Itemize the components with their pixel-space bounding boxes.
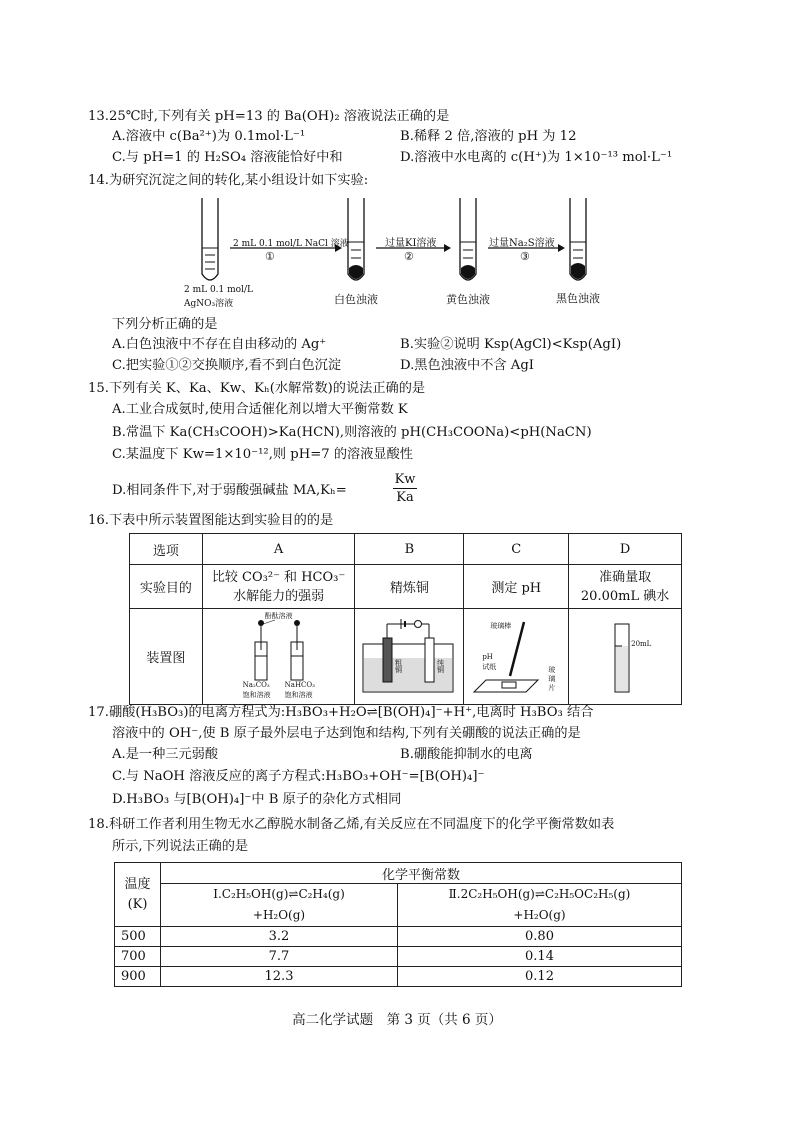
device-b [355, 609, 464, 705]
device-a [202, 609, 355, 705]
device-d-figure [569, 610, 679, 704]
q17-option-c: C.与 NaOH 溶液反应的离子方程式:H₃BO₃+OH⁻=[B(OH)₄]⁻ [112, 769, 485, 784]
purpose-c: 测定 pH [464, 565, 569, 609]
device-row [130, 609, 682, 705]
k2-cell: 0.12 [398, 967, 682, 987]
q14-option-c: C.把实验①②交换顺序,看不到白色沉淀 [112, 358, 342, 373]
arrow-3-number: ③ [520, 250, 530, 263]
q13-option-b: B.稀释 2 倍,溶液的 pH 为 12 [400, 129, 577, 144]
k1-cell: 7.7 [161, 947, 398, 967]
tube-1-label-line1: 2 mL 0.1 mol/L [184, 285, 253, 295]
fig-c-rod-label: 玻璃棒 [490, 622, 512, 630]
fig-c-paper-label-1: pH [482, 653, 493, 661]
q17-option-a: A.是一种三元弱酸 [112, 747, 219, 762]
device-c [464, 609, 569, 705]
q16-stem: 16.下表中所示装置图能达到实验目的的是 [88, 513, 334, 528]
fraction-numerator: Kw [394, 472, 416, 487]
device-b-figure [355, 610, 461, 704]
reaction-2-line1: Ⅱ.2C₂H₅OH(g)⇌C₂H₅OC₂H₅(g) [448, 887, 631, 901]
q17-option-d: D.H₃BO₃ 与[B(OH)₄]⁻中 B 原子的杂化方式相同 [112, 792, 402, 807]
q17-stem-line1: 17.硼酸(H₃BO₃)的电离方程式为:H₃BO₃+H₂O⇌[B(OH)₄]⁻+H⁺,电离时 H₃BO₃ 结合 [88, 705, 594, 720]
reaction-1-header [161, 884, 398, 927]
arrow-2-number: ② [404, 250, 414, 263]
group-header: 化学平衡常数 [161, 863, 682, 884]
fig-c-glass-label-1: 玻 [548, 666, 556, 674]
purpose-label: 实验目的 [130, 565, 203, 609]
q14-option-b: B.实验②说明 Ksp(AgCl)<Ksp(AgI) [400, 337, 622, 352]
device-label: 装置图 [130, 609, 203, 705]
table-row [115, 967, 682, 987]
fig-c-glass-label-2: 璃 [548, 675, 556, 683]
q14-lead: 下列分析正确的是 [112, 317, 218, 332]
purpose-a-line1: 比较 CO₃²⁻ 和 HCO₃⁻ [211, 569, 346, 585]
fig-a-left-label-2: 饱和溶液 [242, 691, 271, 699]
q18-table [114, 862, 682, 987]
device-d [569, 609, 682, 705]
arrow-2-reagent: 过量KI溶液 [385, 238, 437, 249]
fig-b-left-label: 粗铜 [394, 659, 403, 673]
reaction-1-line2: +H₂O(g) [252, 908, 306, 922]
purpose-d [569, 565, 682, 609]
test-tube-1 [202, 198, 218, 280]
purpose-b: 精炼铜 [355, 565, 464, 609]
q13-option-a: A.溶液中 c(Ba²⁺)为 0.1mol·L⁻¹ [112, 129, 306, 144]
test-tube-2 [348, 198, 364, 280]
q14-option-d: D.黑色浊液中不含 AgI [400, 358, 534, 373]
q15-stem: 15.下列有关 K、Ka、Kw、Kₕ(水解常数)的说法正确的是 [88, 381, 426, 396]
q18-stem-line1: 18.科研工作者利用生物无水乙醇脱水制备乙烯,有关反应在不同温度下的化学平衡常数如表 [88, 817, 615, 832]
q15-option-c: C.某温度下 Kw=1×10⁻¹²,则 pH=7 的溶液显酸性 [112, 447, 413, 462]
purpose-a-line2: 水解能力的强弱 [233, 588, 325, 604]
header-option: 选项 [130, 534, 203, 565]
fig-a-left-label-1: Na₂CO₃ [242, 681, 270, 689]
k2-cell: 0.80 [398, 927, 682, 947]
table-header-row [130, 534, 682, 565]
fraction-denominator: Ka [396, 490, 414, 505]
q15-fraction [393, 471, 417, 506]
temp-header-line1: 温度 [124, 876, 151, 892]
q17-stem-line2: 溶液中的 OH⁻,使 B 原子最外层电子达到饱和结构,下列有关硼酸的说法正确的是 [112, 726, 581, 741]
fig-a-right-label-1: NaHCO₃ [284, 681, 315, 689]
reaction-1-line1: Ⅰ.C₂H₅OH(g)⇌C₂H₄(g) [213, 887, 345, 901]
k1-cell: 3.2 [161, 927, 398, 947]
q14-stem: 14.为研究沉淀之间的转化,某小组设计如下实验: [88, 173, 369, 188]
fig-c-paper-label-2: 试纸 [482, 663, 497, 671]
fig-d-mark-label: 20mL [631, 640, 652, 648]
fig-a-top-label: 酚酞溶液 [264, 612, 293, 620]
q16-table [129, 533, 682, 705]
purpose-d-line1: 准确量取 [599, 569, 652, 585]
temp-cell: 500 [115, 927, 161, 947]
k1-cell: 12.3 [161, 967, 398, 987]
k2-cell: 0.14 [398, 947, 682, 967]
header-d: D [569, 534, 682, 565]
q18-stem-line2: 所示,下列说法正确的是 [112, 839, 249, 854]
q13-option-c: C.与 pH=1 的 H₂SO₄ 溶液能恰好中和 [112, 150, 343, 165]
test-tube-3 [460, 198, 476, 280]
arrow-1-number: ① [265, 250, 275, 263]
temp-cell: 700 [115, 947, 161, 967]
temp-header-line2: (K) [127, 896, 148, 912]
reaction-2-header [398, 884, 682, 927]
purpose-a [202, 565, 355, 609]
arrow-1-reagent: 2 mL 0.1 mol/L NaCl 溶液 [233, 239, 349, 249]
q15-option-b: B.常温下 Ka(CH₃COOH)>Ka(HCN),则溶液的 pH(CH₃COONa)<pH(NaCN) [112, 425, 592, 440]
device-a-figure [203, 610, 353, 704]
tube-1-label-line2: AgNO₃溶液 [184, 299, 234, 309]
q17-option-b: B.硼酸能抑制水的电离 [400, 747, 533, 762]
page-footer: 高二化学试题 第 3 页（共 6 页） [292, 1012, 502, 1028]
purpose-d-line2: 20.00mL 碘水 [580, 588, 670, 604]
q13-stem: 13.25℃时,下列有关 pH=13 的 Ba(OH)₂ 溶液说法正确的是 [88, 109, 450, 124]
header-a: A [202, 534, 355, 565]
header-b: B [355, 534, 464, 565]
q15-option-a: A.工业合成氨时,使用合适催化剂以增大平衡常数 K [112, 402, 408, 417]
q13-option-d: D.溶液中水电离的 c(H⁺)为 1×10⁻¹³ mol·L⁻¹ [400, 150, 673, 165]
temp-header [115, 863, 161, 927]
tube-3-label: 黄色浊液 [446, 293, 490, 306]
table-row [115, 927, 682, 947]
reaction-2-line2: +H₂O(g) [513, 908, 566, 922]
fig-a-right-label-2: 饱和溶液 [284, 691, 313, 699]
fig-c-glass-label-3: 片 [548, 684, 556, 692]
purpose-row [130, 565, 682, 609]
header-c: C [464, 534, 569, 565]
q15-option-d: D.相同条件下,对于弱酸强碱盐 MA,Kₕ= [112, 483, 347, 498]
test-tube-4 [570, 198, 586, 280]
table-row [115, 947, 682, 967]
q14-option-a: A.白色浊液中不存在自由移动的 Ag⁺ [112, 337, 327, 352]
tube-4-label: 黑色浊液 [556, 292, 600, 305]
table-header-row-1 [115, 863, 682, 884]
temp-cell: 900 [115, 967, 161, 987]
arrow-3-reagent: 过量Na₂S溶液 [489, 238, 555, 249]
tube-2-label: 白色浊液 [334, 293, 378, 306]
fig-b-right-label: 纯铜 [436, 659, 445, 673]
table-header-row-2 [115, 884, 682, 927]
